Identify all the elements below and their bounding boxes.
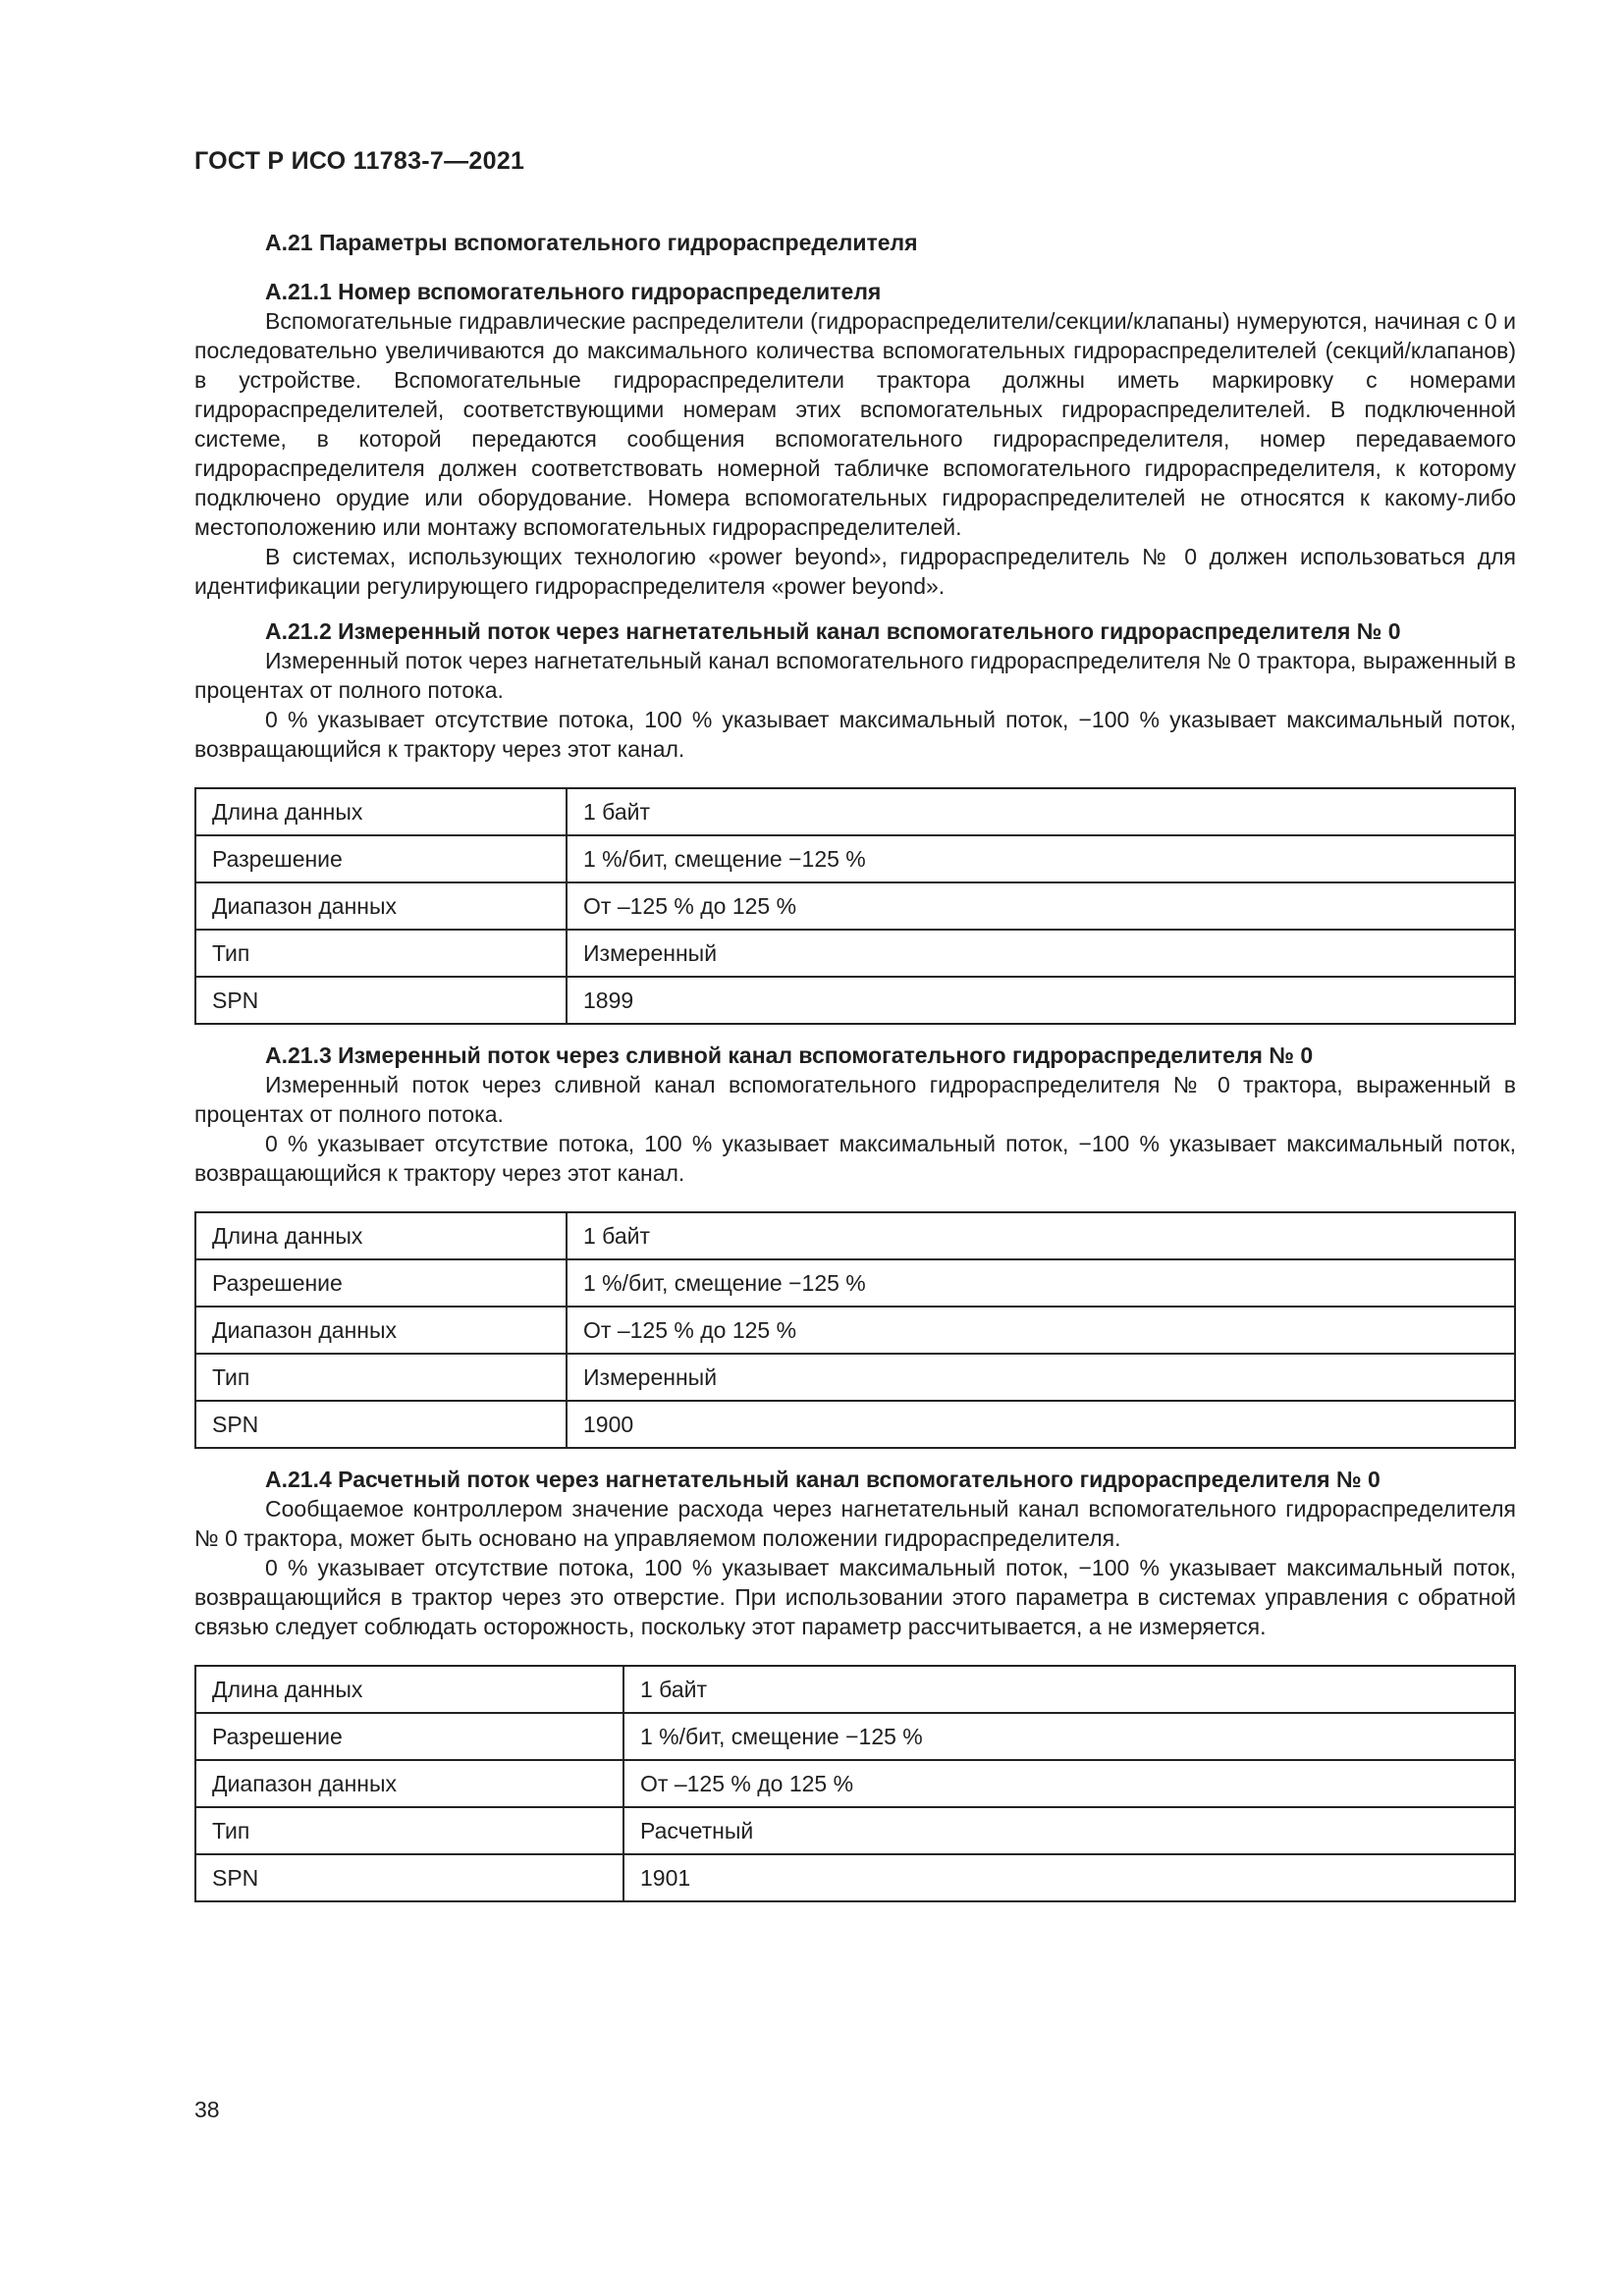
document-header: ГОСТ Р ИСО 11783-7—2021 (194, 147, 525, 175)
table-row (195, 1259, 1515, 1307)
table-key: Тип (195, 1807, 623, 1854)
table-key: SPN (195, 977, 567, 1024)
table-key: Длина данных (195, 788, 567, 835)
table-row (195, 1760, 1515, 1807)
table-row (195, 1212, 1515, 1259)
paragraph: Измеренный поток через нагнетательный канал вспомогательного гидрораспределителя № 0 трактора, выраженный в процентах от полного потока. (194, 648, 1516, 703)
paragraph: 0 % указывает отсутствие потока, 100 % указывает максимальный поток, −100 % указывает максимальный поток, возвращающийся к трактору через этот канал. (194, 707, 1516, 762)
subsection-a21-2 (194, 616, 1516, 1025)
subsection-title: А.21.2 Измеренный поток через нагнетательный канал вспомогательного гидрораспределителя № 0 (265, 618, 1401, 644)
subsection-a21-1 (194, 277, 1516, 601)
subsection-title: А.21.4 Расчетный поток через нагнетательный канал вспомогательного гидрораспределителя № 0 (265, 1467, 1380, 1492)
table-key: Диапазон данных (195, 1760, 623, 1807)
table-value: Расчетный (623, 1807, 1515, 1854)
section-title: А.21 Параметры вспомогательного гидрораспределителя (265, 230, 918, 255)
parameter-table (194, 1665, 1516, 1902)
table-key: Разрешение (195, 1259, 567, 1307)
table-row (195, 1401, 1515, 1448)
table-key: SPN (195, 1854, 623, 1901)
table-value: 1901 (623, 1854, 1515, 1901)
subsection-a21-3 (194, 1041, 1516, 1449)
table-row (195, 1307, 1515, 1354)
subsection-a21-4 (194, 1465, 1516, 1902)
subsection-title: А.21.1 Номер вспомогательного гидрораспределителя (265, 279, 882, 304)
table-key: Тип (195, 930, 567, 977)
page-number: 38 (194, 2097, 220, 2122)
table-key: Длина данных (195, 1212, 567, 1259)
table-value: 1 %/бит, смещение −125 % (623, 1713, 1515, 1760)
table-key: Разрешение (195, 1713, 623, 1760)
table-row (195, 1807, 1515, 1854)
table-value: 1 %/бит, смещение −125 % (567, 1259, 1515, 1307)
table-row (195, 1666, 1515, 1713)
table-row (195, 882, 1515, 930)
parameter-table (194, 1211, 1516, 1449)
table-key: Длина данных (195, 1666, 623, 1713)
table-row (195, 930, 1515, 977)
table-row (195, 1854, 1515, 1901)
table-key: Диапазон данных (195, 882, 567, 930)
table-value: 1900 (567, 1401, 1515, 1448)
table-value: От –125 % до 125 % (567, 882, 1515, 930)
subsection-title: А.21.3 Измеренный поток через сливной канал вспомогательного гидрораспределителя № 0 (265, 1042, 1314, 1068)
table-value: От –125 % до 125 % (567, 1307, 1515, 1354)
table-key: Разрешение (195, 835, 567, 882)
paragraph: Измеренный поток через сливной канал вспомогательного гидрораспределителя № 0 трактора, выраженный в процентах от полного потока. (194, 1072, 1516, 1127)
table-row (195, 788, 1515, 835)
table-key: Диапазон данных (195, 1307, 567, 1354)
paragraph: В системах, использующих технологию «power beyond», гидрораспределитель № 0 должен использоваться для идентификации регулирующего гидрораспределителя «power beyond». (194, 544, 1516, 599)
table-row (195, 977, 1515, 1024)
table-row (195, 835, 1515, 882)
paragraph: 0 % указывает отсутствие потока, 100 % указывает максимальный поток, −100 % указывает максимальный поток, возвращающийся в трактор через это отверстие. При использовании этого параметра в системах управления с обратной связью следует соблюдать осторожность, поскольку этот параметр рассчитывается, а не измеряется. (194, 1555, 1516, 1639)
table-value: 1 байт (567, 1212, 1515, 1259)
table-key: SPN (195, 1401, 567, 1448)
table-value: Измеренный (567, 930, 1515, 977)
table-row (195, 1354, 1515, 1401)
paragraph: 0 % указывает отсутствие потока, 100 % указывает максимальный поток, −100 % указывает максимальный поток, возвращающийся к трактору через этот канал. (194, 1131, 1516, 1186)
paragraph: Сообщаемое контроллером значение расхода через нагнетательный канал вспомогательного гидрораспределителя № 0 трактора, может быть основано на управляемом положении гидрораспределителя. (194, 1496, 1516, 1551)
table-key: Тип (195, 1354, 567, 1401)
document-body (194, 228, 1516, 1902)
table-row (195, 1713, 1515, 1760)
table-value: 1 байт (567, 788, 1515, 835)
table-value: От –125 % до 125 % (623, 1760, 1515, 1807)
parameter-table (194, 787, 1516, 1025)
table-value: 1 %/бит, смещение −125 % (567, 835, 1515, 882)
paragraph: Вспомогательные гидравлические распределители (гидрораспределители/секции/клапаны) нумеруются, начиная с 0 и последовательно увеличиваются до максимального количества вспомогательных гидрораспределителей (секций/клапанов) в устройстве. Вспомогательные гидрораспределители трактора должны иметь маркировку с номерами гидрораспределителей, соответствующими номерам этих вспомогательных гидрораспределителей. В подключенной системе, в которой передаются сообщения вспомогательного гидрораспределителя, номер передаваемого гидрораспределителя должен соответствовать номерной табличке вспомогательного гидрораспределителя, к которому подключено орудие или оборудование. Номера вспомогательных гидрораспределителей не относятся к какому-либо местоположению или монтажу вспомогательных гидрораспределителей. (194, 308, 1516, 540)
table-value: 1 байт (623, 1666, 1515, 1713)
table-value: Измеренный (567, 1354, 1515, 1401)
table-value: 1899 (567, 977, 1515, 1024)
